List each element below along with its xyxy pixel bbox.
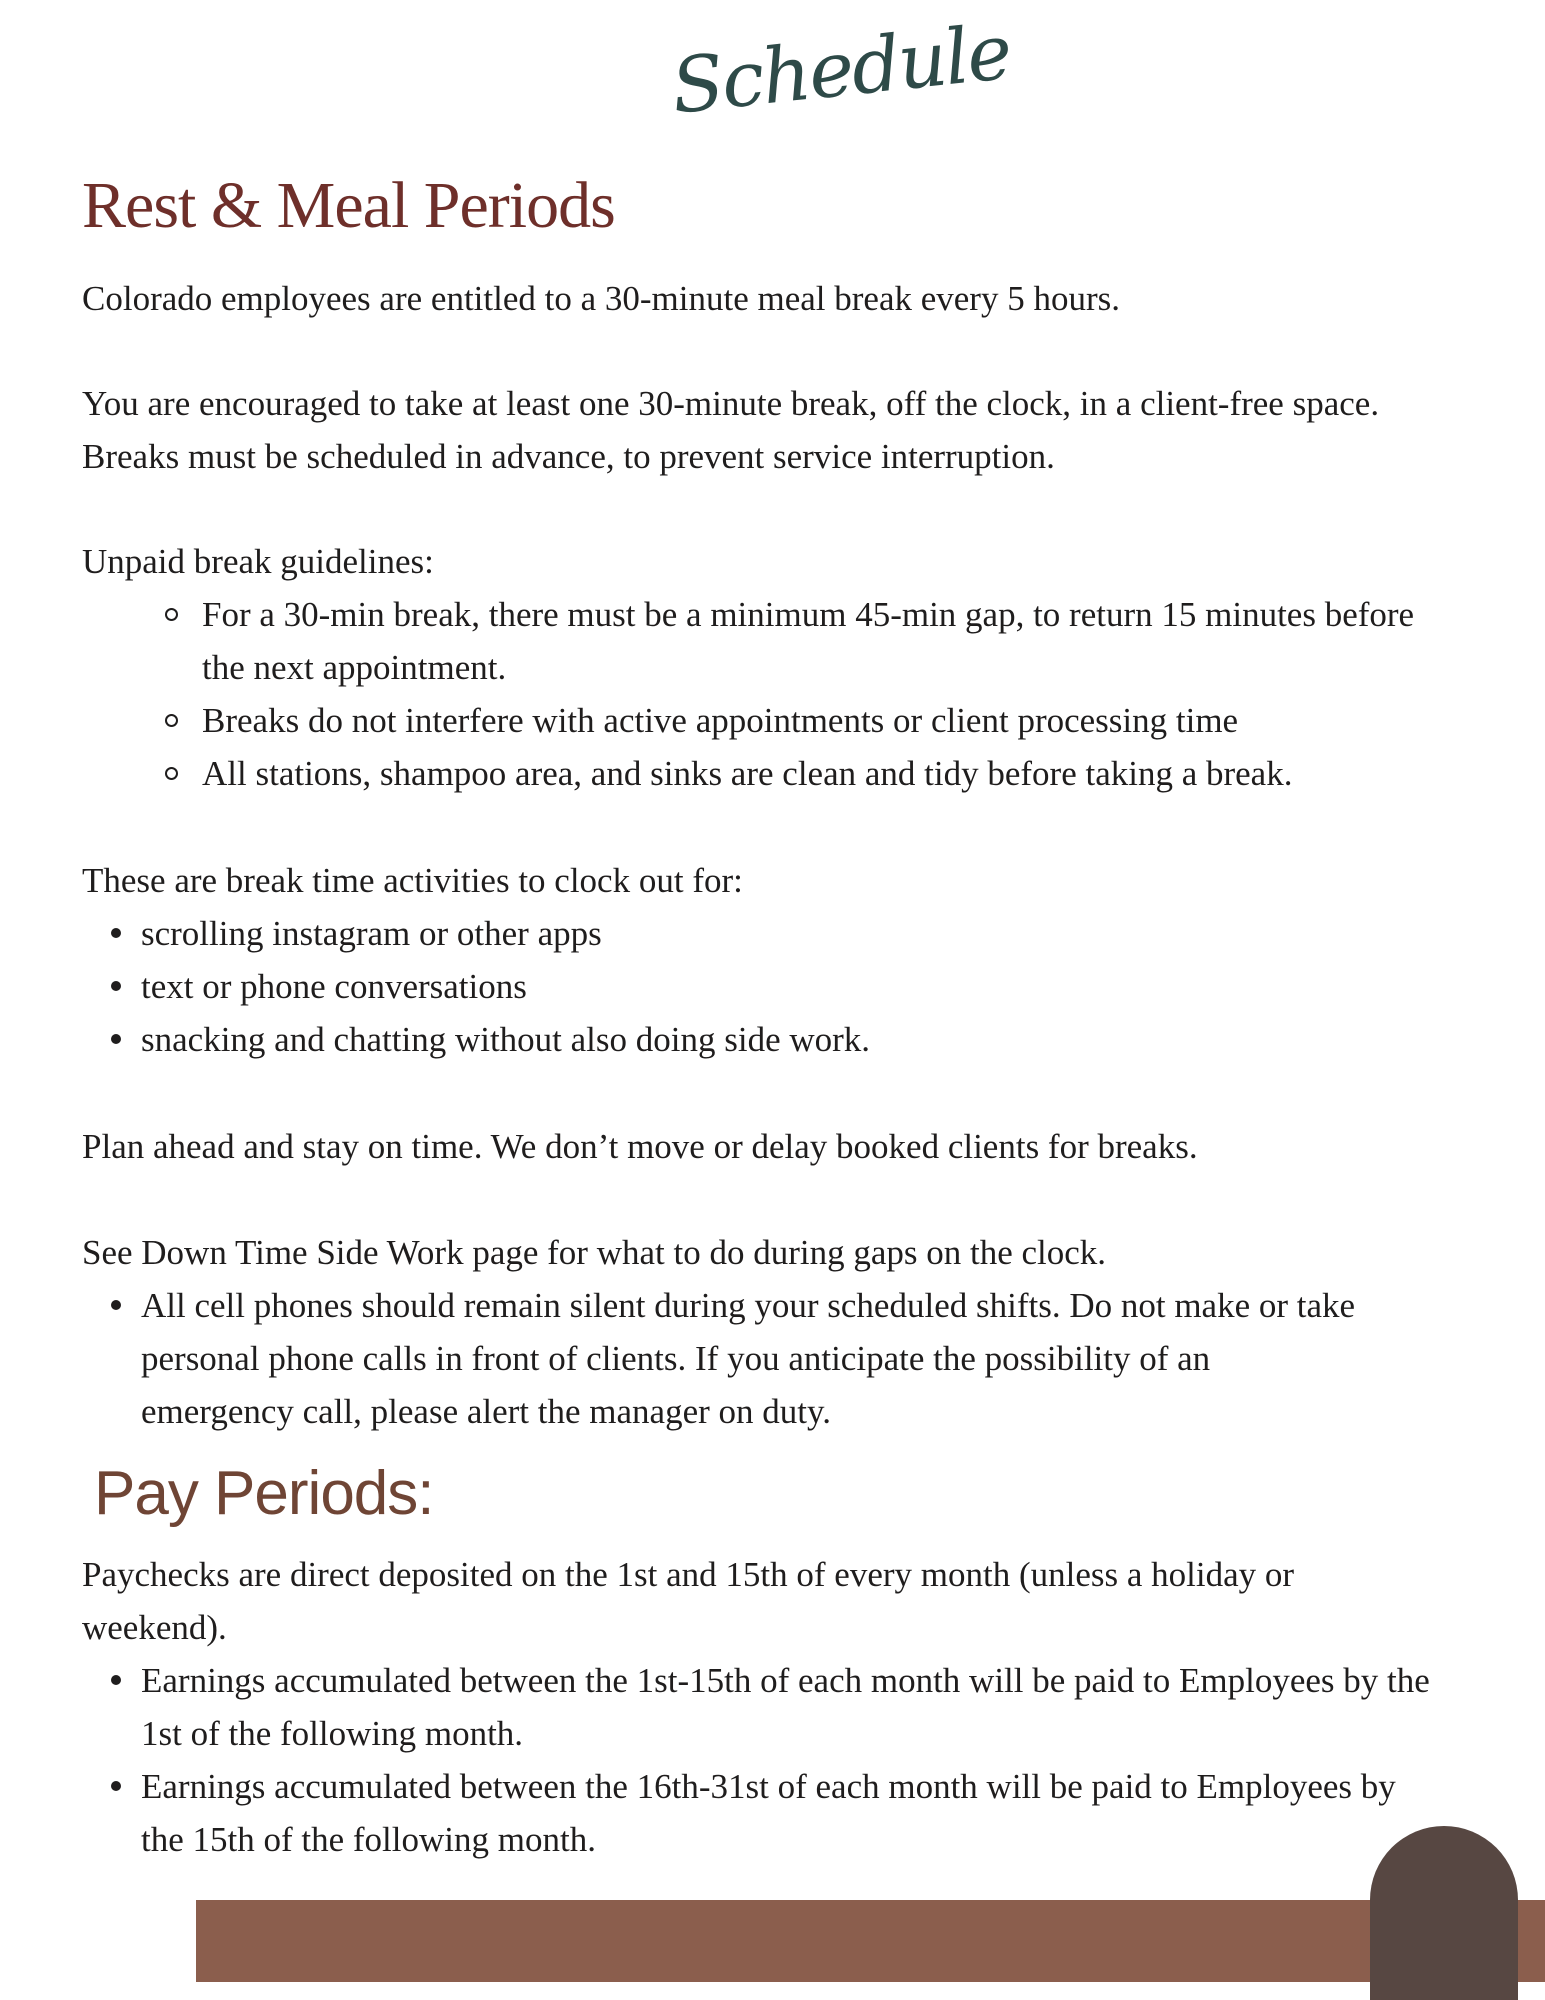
guidelines-list	[202, 588, 1432, 800]
activities-list	[141, 907, 1441, 1066]
list-item: Earnings accumulated between the 16th-31st of each month will be paid to Employees by the 15th of the following month.	[141, 1760, 1441, 1866]
plan-ahead-text: Plan ahead and stay on time. We don’t move or delay booked clients for breaks.	[82, 1127, 1198, 1166]
script-title: Schedule	[667, 6, 1015, 131]
activities-intro: These are break time activities to clock out for:	[82, 861, 743, 900]
bullet-icon	[111, 1781, 121, 1791]
rest-meal-heading: Rest & Meal Periods	[82, 169, 615, 242]
bullet-icon	[111, 928, 121, 938]
bullet-icon	[111, 981, 121, 991]
circle-bullet-icon	[165, 714, 178, 727]
circle-bullet-icon	[165, 767, 178, 780]
guidelines-intro: Unpaid break guidelines:	[82, 542, 434, 581]
list-item: Earnings accumulated between the 1st-15th of each month will be paid to Employees by the 1st of the following month.	[141, 1654, 1441, 1760]
list-item: snacking and chatting without also doing side work.	[141, 1013, 1441, 1066]
footer-bar	[196, 1900, 1545, 1982]
bullet-icon	[111, 1675, 121, 1685]
circle-bullet-icon	[165, 608, 178, 621]
phone-policy-list	[141, 1279, 1361, 1438]
paycheck-intro: Paychecks are direct deposited on the 1st and 15th of every month (unless a holiday or weekend).	[82, 1555, 1295, 1647]
list-item: text or phone conversations	[141, 960, 1441, 1013]
list-item: For a 30-min break, there must be a minimum 45-min gap, to return 15 minutes before the next appointment.	[202, 588, 1432, 694]
list-item: Breaks do not interfere with active appointments or client processing time	[202, 694, 1432, 747]
pay-periods-heading: Pay Periods:	[94, 1459, 434, 1528]
list-item: All cell phones should remain silent during your scheduled shifts. Do not make or take personal phone calls in front of clients. If you anticipate the possibility of an emergency call, please alert the manager on duty.	[141, 1279, 1361, 1438]
meal-entitlement-text: Colorado employees are entitled to a 30-minute meal break every 5 hours.	[82, 279, 1120, 318]
decorative-arch	[1370, 1826, 1518, 2000]
list-item: All stations, shampoo area, and sinks are clean and tidy before taking a break.	[202, 747, 1432, 800]
bullet-icon	[111, 1300, 121, 1310]
list-item: scrolling instagram or other apps	[141, 907, 1441, 960]
pay-schedule-list	[141, 1654, 1441, 1866]
down-time-text: See Down Time Side Work page for what to do during gaps on the clock.	[82, 1233, 1107, 1272]
bullet-icon	[111, 1034, 121, 1044]
break-encouragement-text: You are encouraged to take at least one 30-minute break, off the clock, in a client-free space. Breaks must be scheduled in advance, to prevent service interruption.	[82, 384, 1380, 476]
